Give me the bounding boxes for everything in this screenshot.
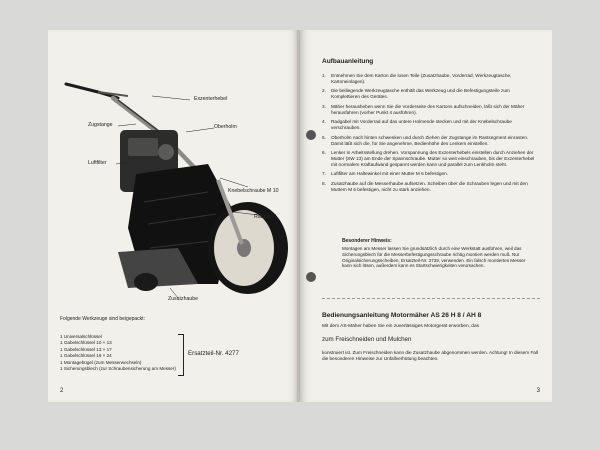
label-zusatzhaube: Zusatzhaube	[168, 296, 198, 302]
tools-brace	[178, 334, 184, 376]
tool-item: 1 Universalschlüssel	[60, 334, 102, 339]
operating-manual-subtitle: zum Freischneiden und Mulchen	[322, 336, 412, 343]
special-note-title: Besonderer Hinweis:	[342, 238, 392, 244]
punch-hole	[306, 130, 316, 140]
special-note-text: Montagen am Messer lassen Sie grundsätzlich durch eine Werkstatt ausführen, weil das Sicherungsblech für die Messerbefestigungsschraube richtig montiert werden muß. Nur Originalsicherungsscheiben, Ersatzteil-Nr. 3739, verwenden. Ein falsch montiertes Messer kann sich lösen, außerdem kann es Startschwierigkeiten verursachen.	[342, 246, 526, 269]
step-item: 1. Entnehmen Sie dem Karton die losen Teile (Zusatzhaube, Vorderrad, Werkzeugtasche, Kartoneinlagen).	[322, 73, 512, 84]
open-booklet	[48, 30, 552, 402]
mower-illustration	[58, 52, 290, 302]
right-page	[300, 30, 552, 402]
label-luftfilter: Luftfilter	[88, 160, 107, 166]
tool-item: 1 Gabelschlüssel 10 × 13	[60, 340, 112, 346]
step-item: 6. Lenker in Arbeitsstellung drehen. Vorspannung des Exzenterhebels einstellen durch Anziehen der Mutter (SW 13) am Ende der Spannschraube. Mutter so weit einschrauben, bis der Exzenterhebel mit normalem Kraftaufwand gespannt werden kann und parallel zum Lenkholm steht.	[322, 150, 535, 167]
operating-manual-title: Bedienungsanleitung Motormäher AS 26 H 8 / AH 8	[322, 312, 482, 319]
operating-manual-intro: Mit dem AS-Mäher haben Sie ein zuverlässiges Motorgerät erworben, das	[322, 324, 480, 329]
tool-item: 1 Montagebügel (zum Messerwechseln)	[60, 359, 142, 365]
label-zugstange: Zugstange	[88, 122, 113, 128]
tools-list	[60, 334, 176, 372]
label-radgabel: Radgabel	[254, 214, 277, 220]
label-exzenterhebel: Exzenterhebel	[194, 96, 228, 102]
label-knebelschraube: Knebelschraube M 10	[228, 188, 279, 194]
step-item: 2. Die beiliegende Werkzeugtasche enthält das Werkzeug und die Befestigungsteile zum Komplettieren des Gerätes.	[322, 88, 510, 100]
assembly-title: Aufbauanleitung	[322, 58, 374, 65]
label-oberholm: Oberholm	[214, 124, 237, 130]
step-item: 5. Oberholm nach hinten schwenken und durch Ziehen der Zugstange im Rastsegment einrasten. Damit läßt sich die, für Sie angenehme, Bedienhöhe des Lenkers einstellen.	[322, 134, 529, 146]
tools-intro: Folgende Werkzeuge sind beigepackt:	[60, 316, 145, 322]
step-item: 3. Mäher herausheben wenn Sie die Vorderseite des Kartons aufschneiden, läßt sich der Mäher herausfahren (vorher Punkt 4 ausführen).	[322, 103, 525, 115]
step-item: 8. Zusatzhaube auf die Messerhaube aufsetzen. Scheiben über die Schrauben legen und mit den Muttern M 6 befestigen, nicht zu stark anziehen.	[322, 180, 528, 192]
tool-item: 1 Gabelschlüssel 13 × 17	[60, 346, 112, 352]
step-item: 4. Radgabel mit Vorderrad auf das untere Holmende stecken und mit der Knebelschraube verschrauben.	[322, 119, 512, 131]
step-item: 7. Luftfilter am Haltewinkel mit einer Mutter M 6 befestigen.	[322, 171, 448, 177]
page-number-right: 3	[536, 388, 540, 394]
operating-manual-body: konstruiert ist. Zum Freischneiden kann die Zusatzhaube abgenommen werden. Achtung! In diesem Fall die besonderen Hinweise zur Unfallverhütung beachten.	[322, 350, 539, 361]
assembly-steps	[322, 73, 540, 196]
mower-photo	[58, 52, 290, 302]
tool-item: 1 Gabelschlüssel 19 × 24	[60, 353, 112, 359]
punch-hole	[306, 272, 316, 282]
left-page	[48, 30, 298, 402]
ersatzteil-number: Ersatzteil-Nr. 4277	[188, 350, 239, 357]
tool-item: 1 Sicherungsblech (zur Schraubensicherung am Messer)	[60, 366, 176, 372]
section-divider	[322, 298, 540, 299]
page-number-left: 2	[60, 388, 64, 394]
